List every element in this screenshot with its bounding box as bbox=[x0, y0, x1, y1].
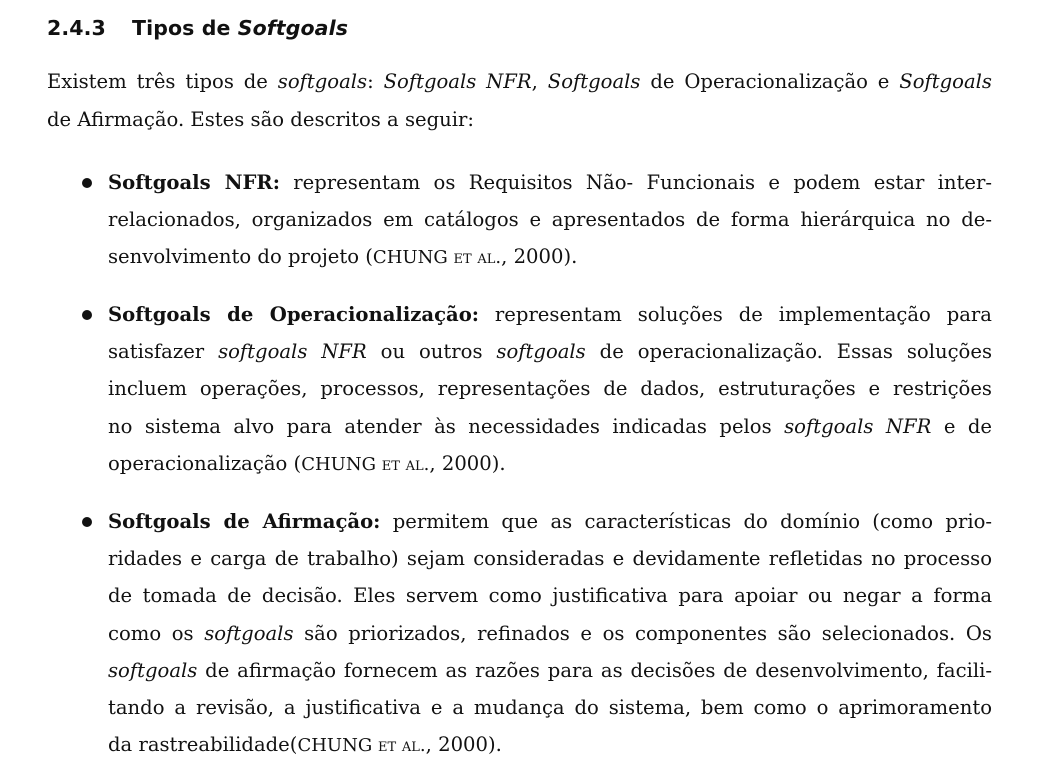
citation: CHUNG et al. bbox=[372, 247, 502, 269]
text-line bbox=[108, 164, 992, 201]
text-line bbox=[108, 615, 992, 652]
text-run: de afirmação fornecem as razões para as decisões de desenvolvimento, facili- bbox=[197, 658, 992, 682]
text-line bbox=[108, 540, 992, 577]
text-run: permitem que as características do domínio (como prio- bbox=[380, 510, 992, 533]
bold-term: Softgoals de Operacionalização: bbox=[108, 303, 480, 326]
text-run: , 2000). bbox=[501, 245, 578, 269]
text-line bbox=[108, 296, 992, 333]
text-run: de Afirmação. Estes são descritos a seguir: bbox=[47, 107, 475, 131]
text-line bbox=[108, 445, 992, 483]
text-line bbox=[108, 238, 992, 276]
citation: CHUNG et al. bbox=[301, 453, 430, 475]
bold-term: Softgoals NFR: bbox=[108, 171, 280, 194]
text-run: de tomada de decisão. Eles servem como justificativa para apoiar ou negar a forma bbox=[108, 584, 992, 608]
text-run: incluem operações, processos, representações de dados, estruturações e restrições bbox=[108, 377, 992, 401]
text-run: tando a revisão, a justificativa e a mudança do sistema, bem como o aprimoramento bbox=[108, 696, 992, 720]
italic-term: softgoals NFR bbox=[218, 340, 367, 364]
text-run: como os bbox=[108, 621, 205, 645]
italic-term: Softgoals NFR bbox=[383, 70, 532, 93]
text-line bbox=[108, 503, 992, 540]
text-line bbox=[108, 577, 992, 614]
text-line bbox=[108, 201, 992, 238]
text-run: relacionados, organizados em catálogos e apresentados de forma hierárquica no de- bbox=[108, 208, 992, 232]
text-run: Existem três tipos de bbox=[47, 70, 278, 93]
text-line bbox=[108, 333, 992, 370]
text-run: ou outros bbox=[366, 340, 497, 364]
text-run: ridades e carga de trabalho) sejam consideradas e devidamente refletidas no processo bbox=[108, 547, 992, 571]
bullet-icon bbox=[82, 517, 92, 527]
bullet-item-softgoals-operacionalizacao bbox=[108, 296, 992, 483]
bullet-item-softgoals-nfr bbox=[108, 164, 992, 277]
section-title-text: Tipos de bbox=[132, 16, 238, 40]
text-line bbox=[108, 408, 992, 445]
italic-term: Softgoals bbox=[547, 70, 641, 93]
bullet-icon bbox=[82, 178, 92, 188]
text-run: , bbox=[531, 70, 548, 93]
section-heading bbox=[47, 13, 348, 43]
text-run: satisfazer bbox=[108, 340, 219, 364]
section-number: 2.4.3 bbox=[47, 16, 106, 40]
text-run: de operacionalização. Essas soluções bbox=[585, 340, 992, 364]
bold-term: Softgoals de Afirmação: bbox=[108, 510, 381, 533]
text-run: e de bbox=[931, 414, 993, 438]
text-line bbox=[108, 689, 992, 726]
text-line bbox=[47, 101, 992, 139]
text-run: da rastreabilidade( bbox=[108, 733, 298, 757]
text-run: operacionalização ( bbox=[108, 451, 302, 475]
citation: CHUNG et al. bbox=[297, 735, 426, 757]
section-title-italic: Softgoals bbox=[237, 16, 349, 40]
text-run: representam os Requisitos Não- Funcionais e podem estar inter- bbox=[279, 171, 993, 194]
text-run: de Operacionalização e bbox=[640, 70, 900, 93]
italic-term: softgoals bbox=[204, 621, 294, 645]
italic-term: softgoals bbox=[496, 340, 586, 364]
text-line bbox=[108, 726, 992, 764]
text-run: representam soluções de implementação para bbox=[479, 303, 992, 326]
text-run: senvolvimento do projeto ( bbox=[108, 245, 373, 269]
italic-term: Softgoals bbox=[899, 70, 992, 93]
intro-paragraph bbox=[47, 63, 992, 138]
text-line bbox=[108, 652, 992, 689]
text-run: no sistema alvo para atender às necessidades indicadas pelos bbox=[108, 414, 785, 438]
italic-term: softgoals bbox=[108, 658, 198, 682]
bullet-icon bbox=[82, 310, 92, 320]
text-run: , 2000). bbox=[429, 451, 506, 475]
text-run: : bbox=[367, 70, 384, 93]
text-run: são priorizados, refinados e os componentes são selecionados. Os bbox=[293, 621, 992, 645]
text-run: , 2000). bbox=[425, 733, 502, 757]
italic-term: softgoals NFR bbox=[784, 414, 932, 438]
text-line bbox=[108, 370, 992, 407]
italic-term: softgoals bbox=[277, 70, 368, 93]
text-line bbox=[47, 63, 992, 101]
bullet-item-softgoals-afirmacao bbox=[108, 503, 992, 764]
